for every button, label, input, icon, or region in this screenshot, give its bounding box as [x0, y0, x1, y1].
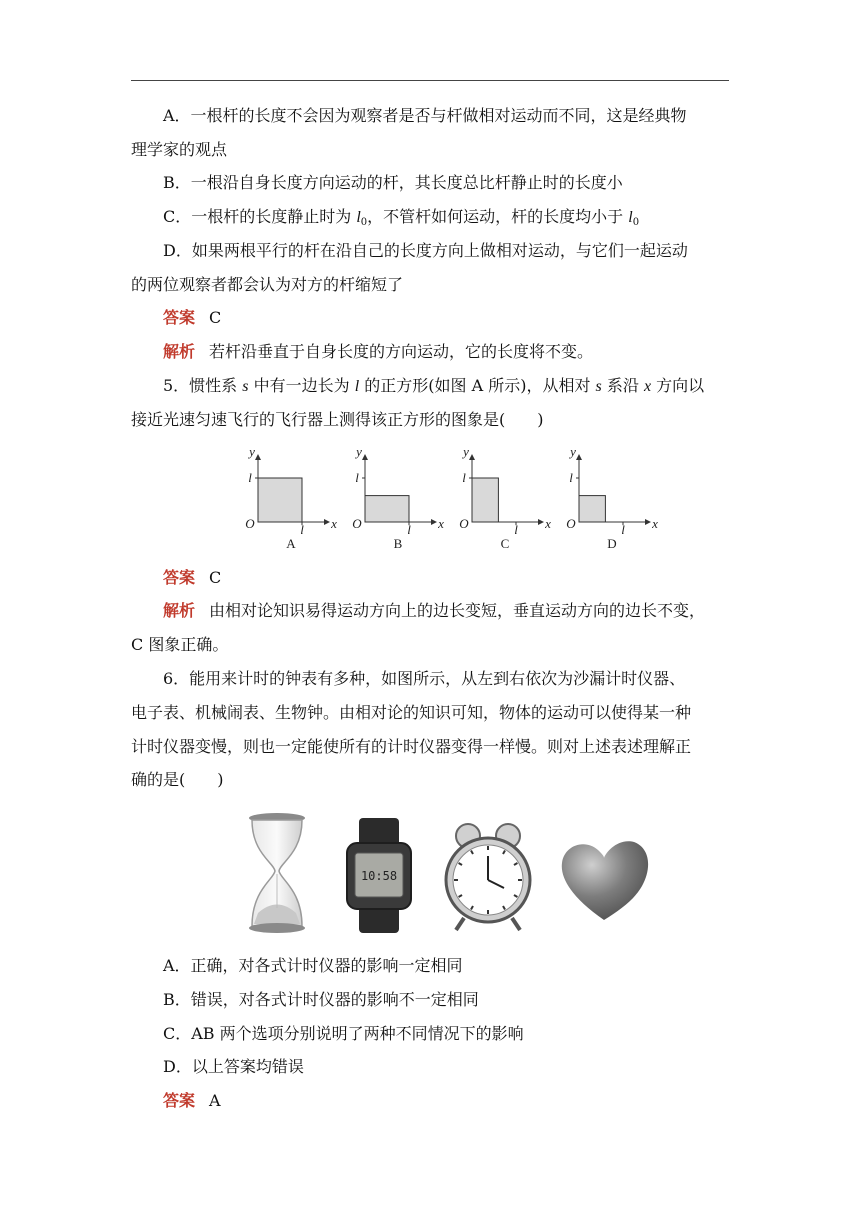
q5-stem: 5．惯性系 s 中有一边长为 l 的正方形(如图 A 所示)，从相对 s 系沿 x 方向以: [163, 376, 705, 395]
y-axis-label: y: [249, 446, 255, 459]
y-axis-arrow-icon: [362, 454, 368, 460]
figure-panel-d: [566, 446, 658, 551]
q4-option-b: B．一根沿自身长度方向运动的杆，其长度总比杆静止时的长度小: [163, 173, 623, 192]
panel-label: C: [500, 536, 510, 551]
origin-label: O: [459, 516, 469, 531]
x-tick-label: l: [300, 522, 304, 537]
figure-panel-c: [459, 446, 551, 551]
header-rule: [131, 80, 729, 81]
heart-icon: [562, 841, 648, 920]
hourglass-icon: [249, 813, 305, 933]
q4-option-c: C．一根杆的长度静止时为 $l_0$，不管杆如何运动，杆的长度均小于 $l_0$: [163, 207, 640, 228]
q6-option-b: B．错误，对各式计时仪器的影响不一定相同: [163, 990, 479, 1009]
figure-panel-b: [352, 446, 444, 551]
q4-option-d-cont: 的两位观察者都会认为对方的杆缩短了: [131, 275, 404, 294]
y-tick-label: l: [569, 470, 573, 485]
q6-stem-cont-3: 确的是( ): [131, 770, 224, 789]
x-tick-label: l: [621, 522, 625, 537]
x-axis-label: x: [545, 516, 551, 531]
y-axis-label: y: [356, 446, 362, 459]
y-axis-label: y: [570, 446, 576, 459]
y-axis-arrow-icon: [255, 454, 261, 460]
q6-answer: 答案 A: [163, 1091, 221, 1110]
x-axis-label: x: [652, 516, 658, 531]
x-axis-arrow-icon: [645, 519, 651, 525]
figure-panel-a: [245, 446, 337, 551]
y-axis-label: y: [463, 446, 469, 459]
x-axis-arrow-icon: [324, 519, 330, 525]
alarm-clock-icon: [446, 824, 530, 930]
panel-label: B: [393, 536, 403, 551]
q6-option-a: A．正确，对各式计时仪器的影响一定相同: [163, 956, 463, 975]
origin-label: O: [245, 516, 255, 531]
y-tick-label: l: [462, 470, 466, 485]
digital-watch-icon: [347, 818, 411, 933]
q6-option-d: D．以上答案均错误: [163, 1057, 304, 1076]
q5-answer: 答案 C: [163, 568, 222, 587]
q4-answer: 答案 C: [163, 308, 222, 327]
x-axis-label: x: [331, 516, 337, 531]
watch-time-display: 10:58: [360, 869, 398, 883]
x-tick-label: l: [407, 522, 411, 537]
y-tick-label: l: [248, 470, 252, 485]
rectangle-shape: [365, 496, 409, 522]
y-tick-label: l: [355, 470, 359, 485]
q5-figure: [238, 446, 658, 554]
q4-option-d: D．如果两根平行的杆在沿自己的长度方向上做相对运动，与它们一起运动: [163, 241, 688, 260]
q6-clock-images: [242, 808, 652, 938]
rectangle-shape: [472, 478, 498, 522]
q5-stem-cont: 接近光速匀速飞行的飞行器上测得该正方形的图象是( ): [131, 410, 544, 429]
y-axis-arrow-icon: [576, 454, 582, 460]
y-axis-arrow-icon: [469, 454, 475, 460]
x-axis-arrow-icon: [538, 519, 544, 525]
q6-stem-cont-1: 电子表、机械闹表、生物钟。由相对论的知识可知，物体的运动可以使得某一种: [131, 703, 692, 722]
q6-option-c: C．AB 两个选项分别说明了两种不同情况下的影响: [163, 1024, 524, 1043]
origin-label: O: [352, 516, 362, 531]
x-tick-label: l: [514, 522, 518, 537]
panel-label: D: [607, 536, 617, 551]
q5-analysis: 解析 由相对论知识易得运动方向上的边长变短，垂直运动方向的边长不变，: [163, 601, 706, 620]
q6-stem-cont-2: 计时仪器变慢，则也一定能使所有的计时仪器变得一样慢。则对上述表述理解正: [131, 737, 692, 756]
q4-option-a: A．一根杆的长度不会因为观察者是否与杆做相对运动而不同，这是经典物: [163, 106, 687, 125]
rectangle-shape: [258, 478, 302, 522]
q4-analysis: 解析 若杆沿垂直于自身长度的方向运动，它的长度将不变。: [163, 342, 594, 361]
origin-label: O: [566, 516, 576, 531]
panel-label: A: [286, 536, 296, 551]
q5-analysis-cont: C 图象正确。: [131, 635, 229, 654]
q6-stem: 6．能用来计时的钟表有多种，如图所示，从左到右依次为沙漏计时仪器、: [163, 669, 686, 688]
x-axis-arrow-icon: [431, 519, 437, 525]
x-axis-label: x: [438, 516, 444, 531]
q4-option-a-cont: 理学家的观点: [131, 140, 228, 159]
rectangle-shape: [579, 496, 605, 522]
